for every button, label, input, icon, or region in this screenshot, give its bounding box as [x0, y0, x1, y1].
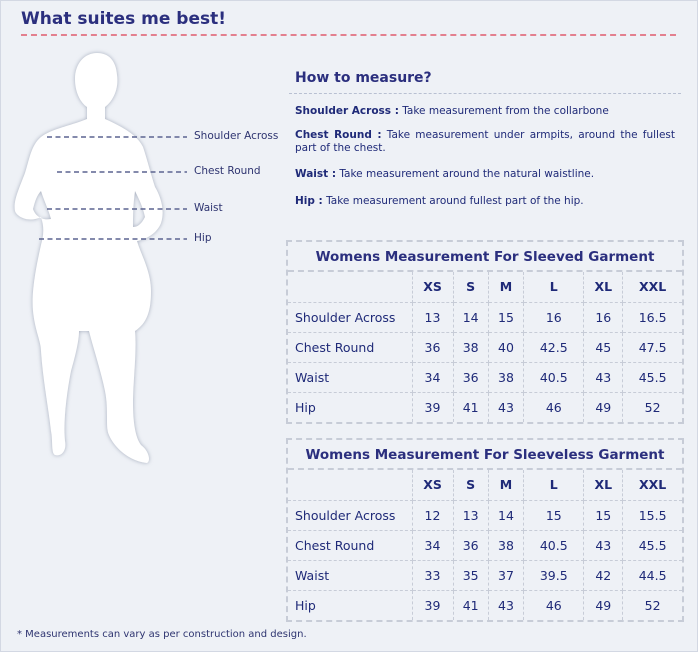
table-cell: 12: [412, 500, 453, 530]
table-cell: 16.5: [623, 302, 682, 332]
table-cell: 41: [453, 590, 488, 620]
row-label: Chest Round: [288, 332, 412, 362]
shoulder-across-label: Shoulder Across: [194, 130, 279, 142]
table-cell: 16: [524, 302, 584, 332]
row-label: Shoulder Across: [288, 302, 412, 332]
size-header: M: [488, 272, 523, 302]
hip-label: Hip: [194, 232, 212, 244]
table-row: [288, 332, 682, 362]
table-cell: 46: [524, 590, 584, 620]
table-header-row: [288, 272, 682, 302]
size-header: L: [524, 272, 584, 302]
body-silhouette-figure: [1, 41, 291, 481]
table-cell: 37: [488, 560, 523, 590]
table-cell: 42: [584, 560, 623, 590]
instruction-hip: [289, 195, 681, 208]
how-to-measure-section: [289, 67, 681, 208]
table-cell: 38: [453, 332, 488, 362]
table-cell: 49: [584, 392, 623, 422]
table-cell: 39: [412, 590, 453, 620]
size-header: XL: [584, 272, 623, 302]
instruction-term: Chest Round :: [295, 129, 382, 141]
table-cell: 34: [412, 530, 453, 560]
table-row: [288, 530, 682, 560]
table-row: [288, 362, 682, 392]
instruction-term: Waist :: [295, 168, 337, 180]
waist-label: Waist: [194, 202, 223, 214]
row-label: Waist: [288, 362, 412, 392]
size-header: M: [488, 470, 523, 500]
table-cell: 15: [488, 302, 523, 332]
table-cell: 45: [584, 332, 623, 362]
table-cell: 14: [453, 302, 488, 332]
footnote: * Measurements can vary as per construction and design.: [17, 629, 307, 640]
instruction-chest: [289, 129, 681, 155]
size-header: S: [453, 470, 488, 500]
size-header: XS: [412, 470, 453, 500]
sleeveless-size-table: [286, 438, 684, 622]
table-cell: 40.5: [524, 362, 584, 392]
table-corner-cell: [288, 470, 412, 500]
table-corner-cell: [288, 272, 412, 302]
table-row: [288, 500, 682, 530]
size-header: XL: [584, 470, 623, 500]
table-cell: 42.5: [524, 332, 584, 362]
table-cell: 16: [584, 302, 623, 332]
table-cell: 36: [453, 530, 488, 560]
table-cell: 52: [623, 392, 682, 422]
table-cell: 33: [412, 560, 453, 590]
row-label: Hip: [288, 590, 412, 620]
how-to-measure-title: How to measure?: [289, 67, 681, 94]
table-title: Womens Measurement For Sleeved Garment: [288, 242, 682, 272]
table-cell: 43: [584, 362, 623, 392]
table-header-row: [288, 470, 682, 500]
size-header: XS: [412, 272, 453, 302]
row-label: Shoulder Across: [288, 500, 412, 530]
title-divider: [21, 34, 676, 36]
table-cell: 49: [584, 590, 623, 620]
table-cell: 34: [412, 362, 453, 392]
instruction-term: Hip :: [295, 195, 323, 207]
table-cell: 40.5: [524, 530, 584, 560]
table-cell: 36: [412, 332, 453, 362]
table-cell: 39.5: [524, 560, 584, 590]
size-header: S: [453, 272, 488, 302]
instruction-text: Take measurement around the natural waistline.: [336, 168, 595, 180]
table-cell: 39: [412, 392, 453, 422]
table-cell: 47.5: [623, 332, 682, 362]
table-cell: 43: [584, 530, 623, 560]
instruction-waist: [289, 168, 681, 181]
table-cell: 15: [584, 500, 623, 530]
table-row: [288, 590, 682, 620]
table-cell: 38: [488, 530, 523, 560]
table-row: [288, 560, 682, 590]
table-title: Womens Measurement For Sleeveless Garment: [288, 440, 682, 470]
table-cell: 41: [453, 392, 488, 422]
chest-round-label: Chest Round: [194, 165, 261, 177]
table-row: [288, 302, 682, 332]
row-label: Hip: [288, 392, 412, 422]
table-cell: 43: [488, 590, 523, 620]
table-cell: 38: [488, 362, 523, 392]
table-cell: 13: [453, 500, 488, 530]
table-cell: 15.5: [623, 500, 682, 530]
instruction-shoulder: [289, 105, 681, 118]
table-cell: 40: [488, 332, 523, 362]
table-cell: 43: [488, 392, 523, 422]
table-cell: 44.5: [623, 560, 682, 590]
table-cell: 45.5: [623, 530, 682, 560]
size-header: XXL: [623, 272, 682, 302]
instruction-text: Take measurement under armpits, around the fullest part of the chest.: [295, 129, 675, 154]
row-label: Chest Round: [288, 530, 412, 560]
table-cell: 46: [524, 392, 584, 422]
table-cell: 52: [623, 590, 682, 620]
instruction-term: Shoulder Across :: [295, 105, 399, 117]
size-header: L: [524, 470, 584, 500]
sleeved-size-table: [286, 240, 684, 424]
table-cell: 13: [412, 302, 453, 332]
table-row: [288, 392, 682, 422]
page-title: What suites me best!: [21, 9, 226, 29]
row-label: Waist: [288, 560, 412, 590]
table-cell: 36: [453, 362, 488, 392]
table-cell: 35: [453, 560, 488, 590]
instruction-text: Take measurement around fullest part of the hip.: [322, 195, 584, 207]
table-cell: 15: [524, 500, 584, 530]
size-header: XXL: [623, 470, 682, 500]
table-cell: 45.5: [623, 362, 682, 392]
table-cell: 14: [488, 500, 523, 530]
instruction-text: Take measurement from the collarbone: [398, 105, 609, 117]
